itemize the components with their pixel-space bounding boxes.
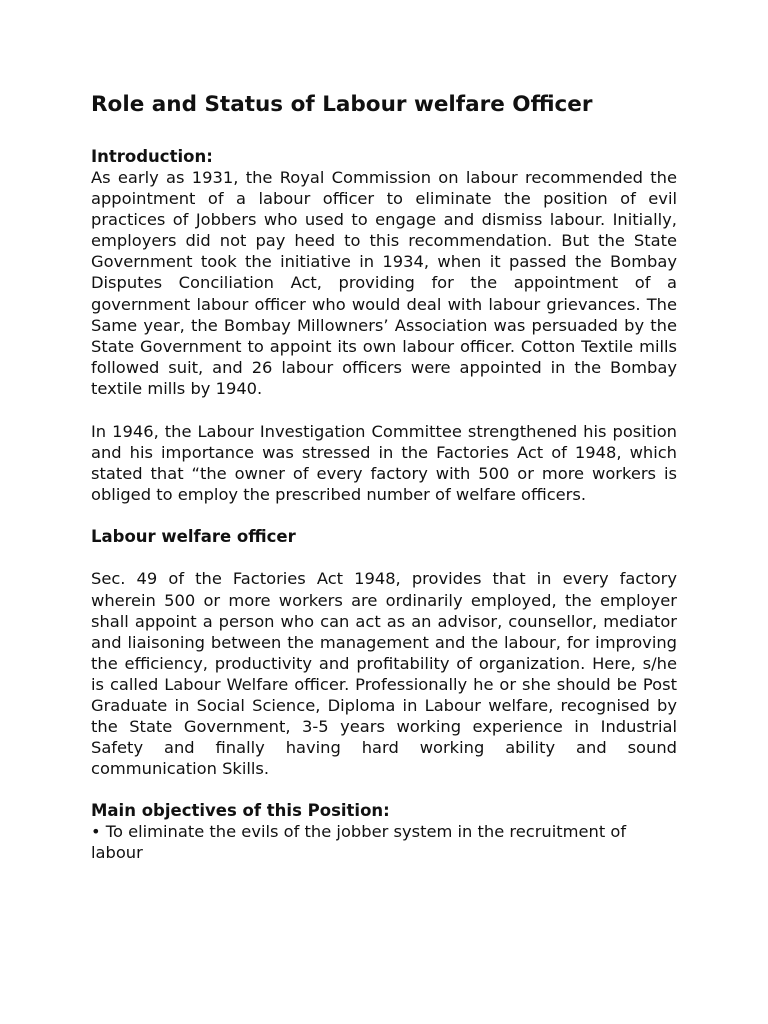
labour-welfare-officer-heading: Labour welfare officer bbox=[91, 527, 296, 547]
document-page bbox=[91, 88, 677, 864]
objectives-bullet-item: • To eliminate the evils of the jobber system in the recruitment of labour bbox=[91, 822, 627, 863]
objectives-heading: Main objectives of this Position: bbox=[91, 801, 390, 821]
introduction-paragraph-1: As early as 1931, the Royal Commission on labour recommended the appointment of a labour officer to eliminate the position of evil practices of Jobbers who used to engage and dismiss labour. Initially, employers did not pay heed to this recommendation. But the State Government took the initiative in 1934, when it passed the Bombay Disputes Conciliation Act, providing for the appointment of a government labour officer who would deal with labour grievances. The Same year, the Bombay Millowners’ Association was persuaded by the State Government to appoint its own labour officer. Cotton Textile mills followed suit, and 26 labour officers were appointed in the Bombay textile mills by 1940. bbox=[91, 168, 677, 398]
labour-welfare-officer-paragraph: Sec. 49 of the Factories Act 1948, provides that in every factory wherein 500 or more workers are ordinarily employed, the employer shall appoint a person who can act as an advisor, counsellor, mediator and liaisoning between the management and the labour, for improving the efficiency, productivity and profitability of organization. Here, s/he is called Labour Welfare officer. Professionally he or she should be Post Graduate in Social Science, Diploma in Labour welfare, recognised by the State Government, 3-5 years working experience in Industrial Safety and finally having hard working ability and sound communication Skills. bbox=[91, 569, 677, 779]
paragraph-spacer bbox=[91, 399, 677, 421]
paragraph-spacer bbox=[91, 779, 677, 800]
document-title: Role and Status of Labour welfare Officer bbox=[91, 92, 593, 117]
paragraph-spacer bbox=[91, 547, 677, 568]
introduction-paragraph-2: In 1946, the Labour Investigation Committee strengthened his position and his importance was stressed in the Factories Act of 1948, which stated that “the owner of every factory with 500 or more workers is obliged to employ the prescribed number of welfare officers. bbox=[91, 422, 677, 505]
paragraph-spacer bbox=[91, 505, 677, 526]
introduction-heading: Introduction: bbox=[91, 147, 213, 166]
